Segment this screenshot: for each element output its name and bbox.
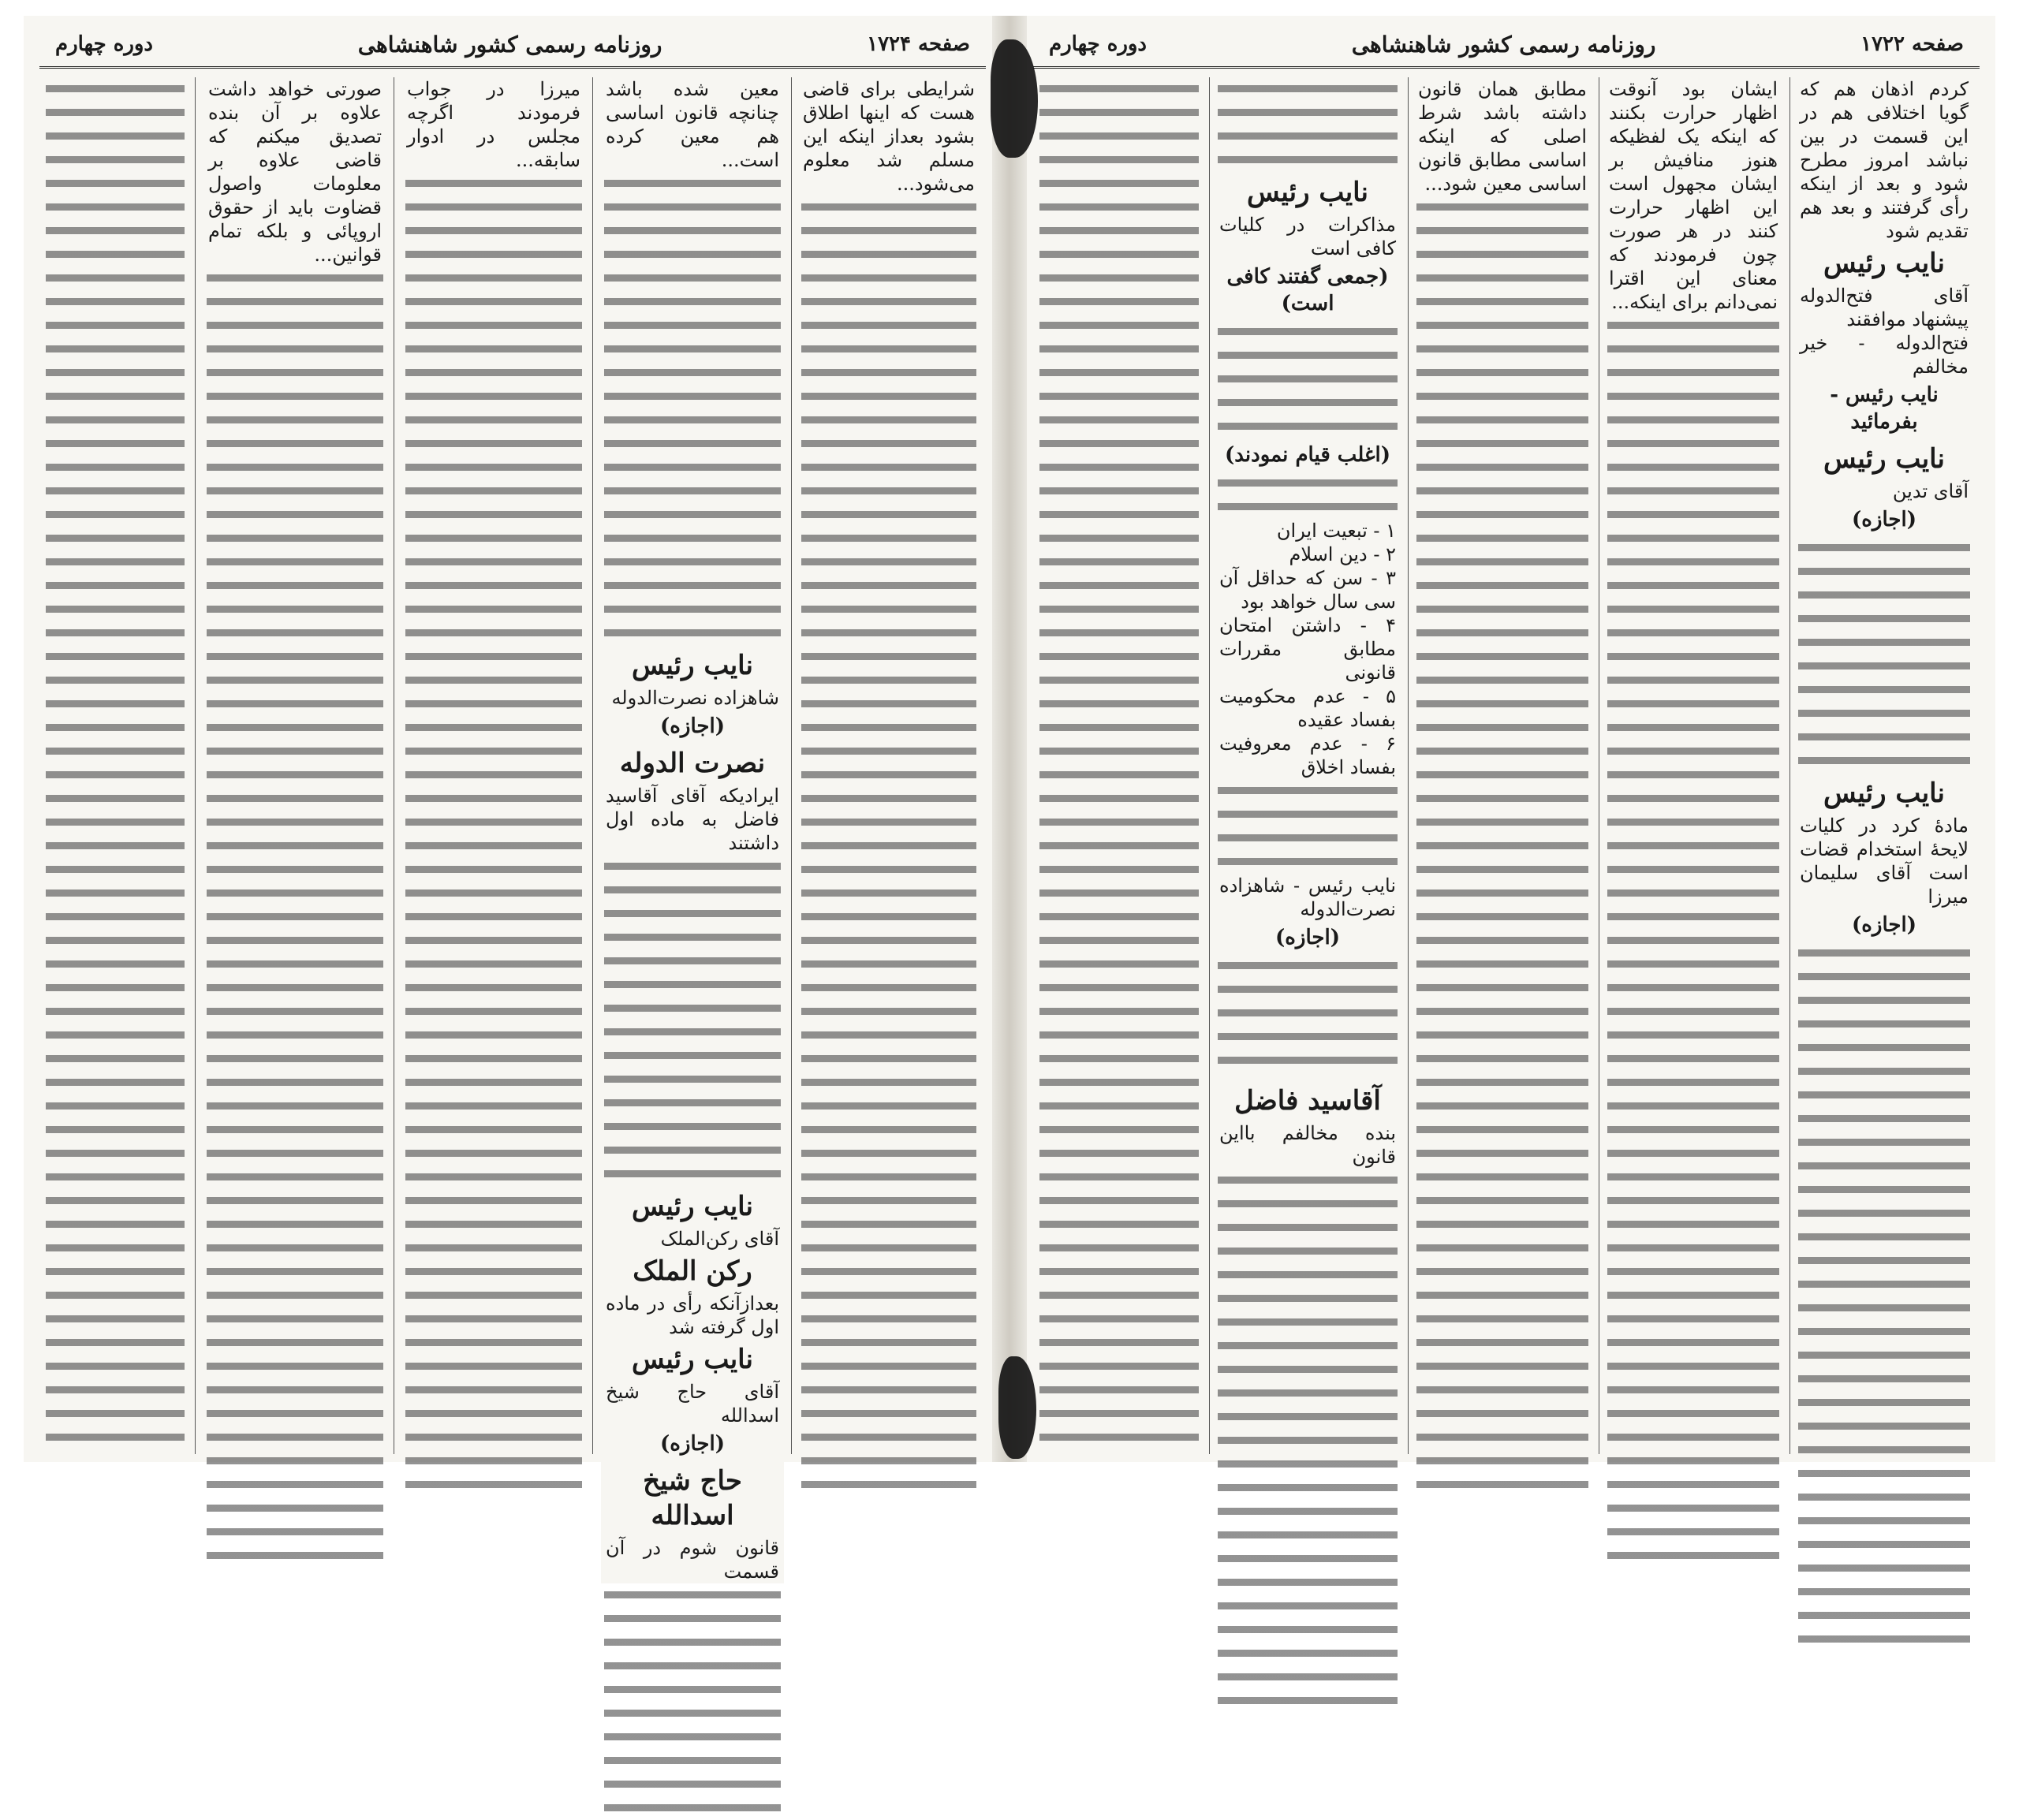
permission-note: (اجازه) — [1215, 921, 1401, 954]
text-lines — [1036, 77, 1202, 1449]
text-lines — [798, 196, 980, 1497]
column-text: آقای تدین — [1795, 479, 1973, 503]
column-text: قانون شوم در آن قسمت — [601, 1536, 784, 1583]
permission-note: (اجازه) — [1795, 503, 1973, 536]
column-text: آقای رکن‌الملک — [601, 1227, 784, 1251]
right-page-columns — [1033, 77, 1980, 1454]
condition-item: ۱ - تبعیت ایران — [1215, 519, 1401, 543]
condition-item: ۳ - سن که حداقل آن سی سال خواهد بود — [1215, 566, 1401, 614]
text-lines — [1215, 779, 1401, 874]
text-column — [1604, 77, 1782, 1454]
condition-item: ۵ - عدم محکومیت بفساد عقیده — [1215, 684, 1401, 732]
text-lines — [1413, 196, 1592, 1497]
column-text: آقای حاج شیخ اسدالله — [601, 1380, 784, 1427]
text-column — [601, 77, 784, 1583]
text-lines — [1795, 536, 1973, 773]
column-divider — [592, 77, 593, 1454]
column-text: شرایطی برای قاضی هست که اینها اطلاق بشود بعداز اینکه این مسلم شد معلوم می‌شود... — [798, 77, 980, 196]
speaker-heading: نایب رئیس — [601, 1186, 784, 1227]
speaker-heading: رکن الملک — [601, 1251, 784, 1292]
column-text: صورتی خواهد داشت علاوه بر آن بنده تصدیق میکنم که قاضی علاوه بر معلومات واصول قضاوت باید از حقوق اروپائی و بلکه تمام قوانین... — [203, 77, 386, 267]
term-label: دوره چهارم — [55, 32, 154, 56]
column-text: ایرادیکه آقای آقاسید فاضل به ماده اول داشتند — [601, 784, 784, 855]
speaker-heading: حاج شیخ اسدالله — [601, 1460, 784, 1536]
text-column — [43, 77, 188, 1454]
text-column — [203, 77, 386, 1454]
text-column — [402, 77, 585, 1454]
newspaper-spread — [24, 16, 1995, 1583]
column-text: میرزا در جواب فرمودند اگرچه مجلس در ادوار سابقه... — [402, 77, 585, 172]
speaker-heading: نایب رئیس — [1215, 172, 1401, 213]
permission-note: (اجازه) — [601, 1427, 784, 1460]
column-text: مادهٔ کرد در کلیات لایحهٔ استخدام قضات است آقای سلیمان میرزا — [1795, 814, 1973, 908]
text-lines — [601, 172, 784, 645]
column-divider — [195, 77, 196, 1454]
permission-note: (اجازه) — [1795, 908, 1973, 942]
speaker-heading: نایب رئیس — [601, 1339, 784, 1380]
term-label: دوره چهارم — [1049, 32, 1148, 56]
page-number: صفحه ۱۷۲۴ — [867, 32, 970, 56]
text-column — [1795, 77, 1973, 1454]
publication-title: روزنامه رسمی کشور شاهنشاهی — [357, 31, 662, 58]
column-text: مذاکرات در کلیات کافی است — [1215, 213, 1401, 260]
left-page — [39, 16, 986, 1583]
text-column — [798, 77, 980, 1454]
right-page — [1033, 16, 1980, 1462]
column-text: آقای فتح‌الدوله پیشنهاد موافقند — [1795, 284, 1973, 331]
column-text: بنده مخالفم بااین قانون — [1215, 1121, 1401, 1169]
column-text: ایشان بود آنوقت اظهار حرارت بکنند که اینکه یک لفظیکه هنوز منافیش بر ایشان مجهول است این اظهار حرارت کنند در هر صورت چون فرمودند که معنای این اقترا نمی‌دانم برای اینکه... — [1604, 77, 1782, 314]
ink-blot — [991, 39, 1038, 158]
text-column — [1215, 77, 1401, 1454]
vote-result: (اغلب قیام نمودند) — [1215, 438, 1401, 472]
vote-note: (جمعی گفتند کافی است) — [1215, 260, 1401, 320]
page-header — [39, 22, 986, 69]
condition-item: ۶ - عدم معروفیت بفساد اخلاق — [1215, 732, 1401, 779]
text-lines — [43, 77, 188, 1449]
column-text: بعدازآنکه رأی در ماده اول گرفته شد — [601, 1292, 784, 1339]
column-text: کردم اذهان هم که گویا اختلافی هم در این قسمت در بین نباشد امروز مطرح شود و بعد از اینکه رأی گرفتند و بعد هم تقدیم شود — [1795, 77, 1973, 243]
column-text: فتح‌الدوله - خیر مخالفم — [1795, 331, 1973, 379]
column-divider — [1408, 77, 1409, 1454]
text-lines — [1215, 1169, 1401, 1721]
column-divider — [1209, 77, 1210, 1454]
permission-note: (اجازه) — [601, 710, 784, 743]
text-lines — [1215, 77, 1401, 172]
text-column — [1413, 77, 1592, 1454]
condition-item: ۲ - دین اسلام — [1215, 543, 1401, 566]
text-lines — [1215, 320, 1401, 438]
column-divider — [791, 77, 792, 1454]
page-gutter — [992, 16, 1027, 1462]
page-header — [1033, 22, 1980, 69]
ink-blot — [998, 1356, 1036, 1459]
text-lines — [601, 1583, 784, 1820]
column-text: مطابق همان قانون داشته باشد شرط اصلی که اینکه اساسی مطابق قانون اساسی معین شود... — [1413, 77, 1592, 196]
speaker-heading: نایب رئیس — [1795, 438, 1973, 479]
text-lines — [601, 855, 784, 1186]
text-lines — [1215, 472, 1401, 519]
text-column — [1036, 77, 1202, 1454]
speaker-heading: آقاسید فاضل — [1215, 1080, 1401, 1121]
condition-item: ۴ - داشتن امتحان مطابق مقررات قانونی — [1215, 614, 1401, 684]
publication-title: روزنامه رسمی کشور شاهنشاهی — [1351, 31, 1656, 58]
text-lines — [1795, 942, 1973, 1651]
speaker-heading: نایب رئیس — [1795, 773, 1973, 814]
left-page-columns — [39, 77, 986, 1583]
page-number: صفحه ۱۷۲۲ — [1860, 32, 1964, 56]
column-text: شاهزاده نصرت‌الدوله — [601, 686, 784, 710]
text-lines — [1215, 954, 1401, 1080]
column-divider — [1789, 77, 1790, 1454]
column-text: معین شده باشد چنانچه قانون اساسی هم معین کرده است... — [601, 77, 784, 172]
text-lines — [402, 172, 585, 1497]
text-lines — [203, 267, 386, 1568]
speaker-heading: نصرت الدوله — [601, 743, 784, 784]
speaker-heading: نایب رئیس — [1795, 243, 1973, 284]
column-text: نایب رئیس - شاهزاده نصرت‌الدوله — [1215, 874, 1401, 921]
speaker-heading: نایب رئیس — [601, 645, 784, 686]
speaker-heading: نایب رئیس - بفرمائید — [1795, 379, 1973, 438]
text-lines — [1604, 314, 1782, 1576]
